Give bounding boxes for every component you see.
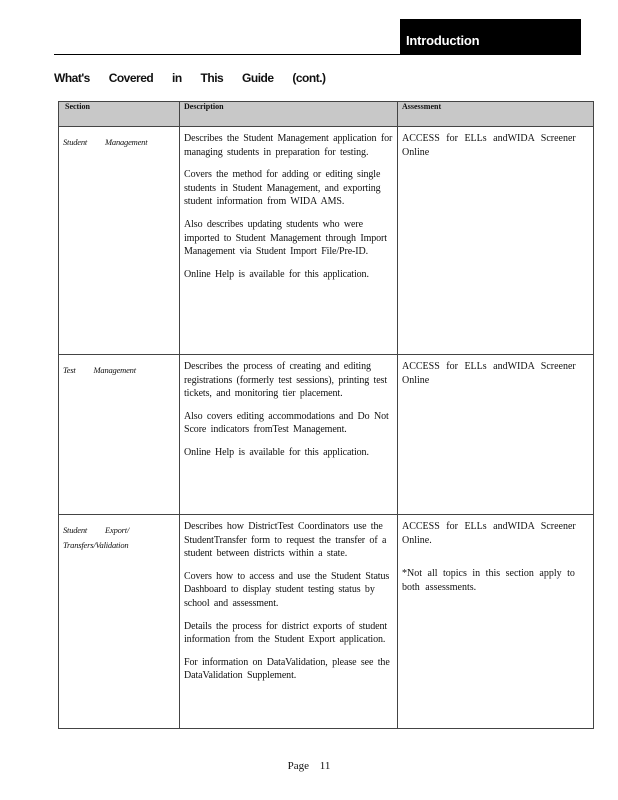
description-paragraph: Details the process for district exports of student information from the Student Export application. (184, 620, 388, 646)
section-header (400, 19, 581, 55)
description-cell (180, 515, 398, 729)
description-paragraph: For information on DataValidation, please see the DataValidation Supplement. (184, 656, 390, 682)
assessment-text: ACCESS for ELLs andWIDA Screener Online (402, 361, 576, 386)
description-cell (180, 127, 398, 355)
guide-contents-table (58, 101, 594, 729)
description-paragraph: Covers the method for adding or editing single students in Student Management, and exporting student information from WIDA AMS. (184, 169, 381, 208)
table-row (59, 355, 594, 515)
page-title: What's Covered in This Guide (cont.) (54, 71, 326, 85)
assessment-text: ACCESS for ELLs andWIDA Screener Online (402, 133, 576, 158)
assessment-cell (398, 127, 594, 355)
description-paragraph: Also covers editing accommodations and Do Not Score indicators fromTest Management. (184, 410, 389, 436)
column-header-section: Section (59, 102, 180, 127)
column-header-description: Description (180, 102, 398, 127)
description-paragraph: Describes the process of creating and editing registrations (formerly test sessions), printing test tickets, and monitoring tier placement. (184, 361, 388, 400)
assessment-cell (398, 515, 594, 729)
description-paragraph: Online Help is available for this application. (184, 268, 369, 280)
description-paragraph: Describes the Student Management application for managing students in preparation for testing. (184, 133, 393, 158)
description-paragraph: Covers how to access and use the Student Status Dashboard to display student testing status by school and assessment. (184, 570, 390, 609)
section-cell: Student Export/ Transfers/Validation (59, 515, 180, 729)
table-row (59, 127, 594, 355)
section-cell: Test Management (59, 355, 180, 515)
assessment-text: ACCESS for ELLs andWIDA Screener Online. (402, 521, 576, 546)
table-header-row (59, 102, 594, 127)
description-paragraph: Also describes updating students who were imported to Student Management through Import Management via Student Import File/Pre-ID. (184, 218, 387, 258)
description-cell (180, 355, 398, 515)
description-paragraph: Describes how DistrictTest Coordinators use the StudentTransfer form to request the transfer of a student between districts within a state. (184, 521, 387, 560)
column-header-assessment: Assessment (398, 102, 594, 127)
description-paragraph: Online Help is available for this application. (184, 446, 369, 458)
assessment-note: *Not all topics in this section apply to both assessments. (402, 568, 575, 593)
section-cell: Student Management (59, 127, 180, 355)
assessment-cell (398, 355, 594, 515)
table-row (59, 515, 594, 729)
section-header-label: Introduction (406, 33, 480, 48)
page-number: Page 11 (287, 760, 331, 772)
